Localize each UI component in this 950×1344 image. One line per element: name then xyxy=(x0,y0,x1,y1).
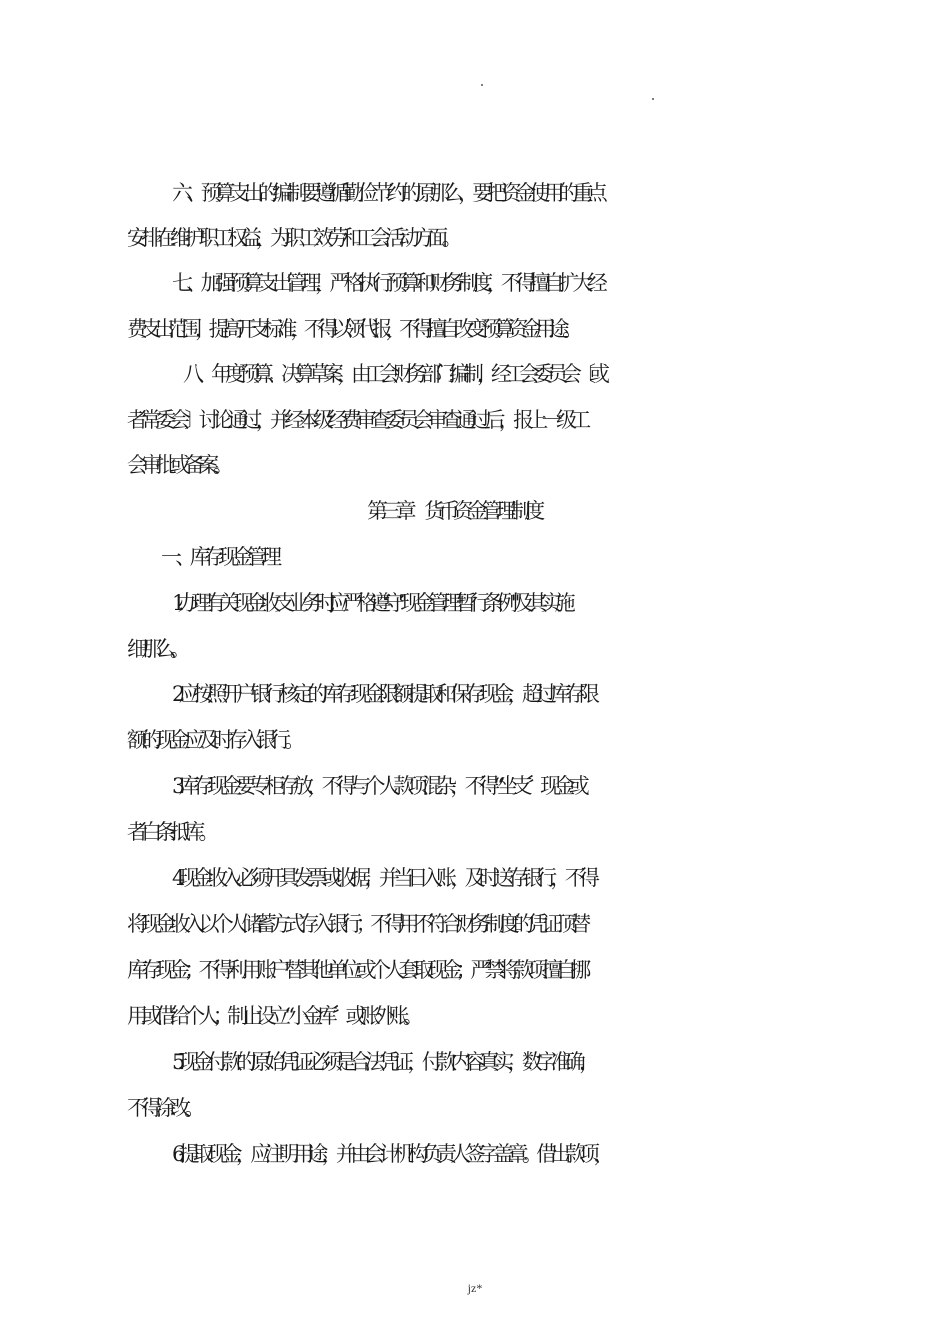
paragraph-line: 费支出范围，提高开支标准，不得以领代报，不得擅自改变预算资金用途。 xyxy=(127,317,576,341)
page-footer: jz* xyxy=(467,1281,483,1295)
paragraph-line: 额的现金应及时存入银行。 xyxy=(127,728,299,752)
paragraph-line: 1.办理有关现金收支业务时,应严格遵守"现金管理暂行条例"及其实施 xyxy=(172,591,569,615)
paragraph-line: 4.现金收入必须开具发票或收据，并当日入账，及时送存银行，不得 xyxy=(172,866,594,890)
paragraph-line: 八、年度预算、决算草案，由工会财务部门编制，经工会委员会〔或 xyxy=(183,362,603,386)
paragraph-line: 会审批或备案。 xyxy=(127,453,228,477)
paragraph-line: 者常委会〕讨论通过，并经本级经费审查委员会审查通过后，报上一级工 xyxy=(127,408,585,432)
paragraph-line: 库存现金；不得利用账户替其他单位或个人套取现金；严禁将款项擅自挪 xyxy=(127,958,585,982)
paragraph-line: 用或借给个人；制止设立“小金库〞或账外账。 xyxy=(127,1004,418,1028)
paragraph-line: 6.提取现金，应注明用途，并由会计机构负责人签字盖章。借出款项， xyxy=(172,1142,608,1166)
chapter-heading: 第三章 货币资金管理制度 xyxy=(367,499,539,523)
paragraph-line: 3.库存现金要专柜存放，不得与个人款项混杂，不得“坐支〞现金或 xyxy=(172,774,584,798)
scan-speck xyxy=(481,84,483,86)
paragraph-line: 2.应按照开户银行核定的库存现金限额提取和保存现金，超过库存限 xyxy=(172,682,594,706)
paragraph-line: 七、加强预算支出管理，严格执行预算和财务制度，不得擅自扩大经 xyxy=(172,271,601,295)
section-heading: 一、库存现金管理 xyxy=(161,545,276,569)
paragraph-line: 安排在维护职工权益，为职工效劳和工会活动方面。 xyxy=(127,226,456,250)
paragraph-line: 5.现金付款的原始凭证必须是合法凭证，付款内容真实，数字准确， xyxy=(172,1050,594,1074)
paragraph-line: 将现金收入以个人储蓄方式存入银行；不得用不符合财务制度的凭证顶替 xyxy=(127,912,585,936)
scan-speck xyxy=(652,98,654,100)
paragraph-line: 细那么。 xyxy=(127,637,185,661)
paragraph-line: 六、预算支出的编制要遵循勤俭节约的原那么，要把资金使用的重点 xyxy=(172,181,601,205)
paragraph-line: 者白条抵库。 xyxy=(127,820,213,844)
paragraph-line: 不得涂改。 xyxy=(127,1096,199,1120)
